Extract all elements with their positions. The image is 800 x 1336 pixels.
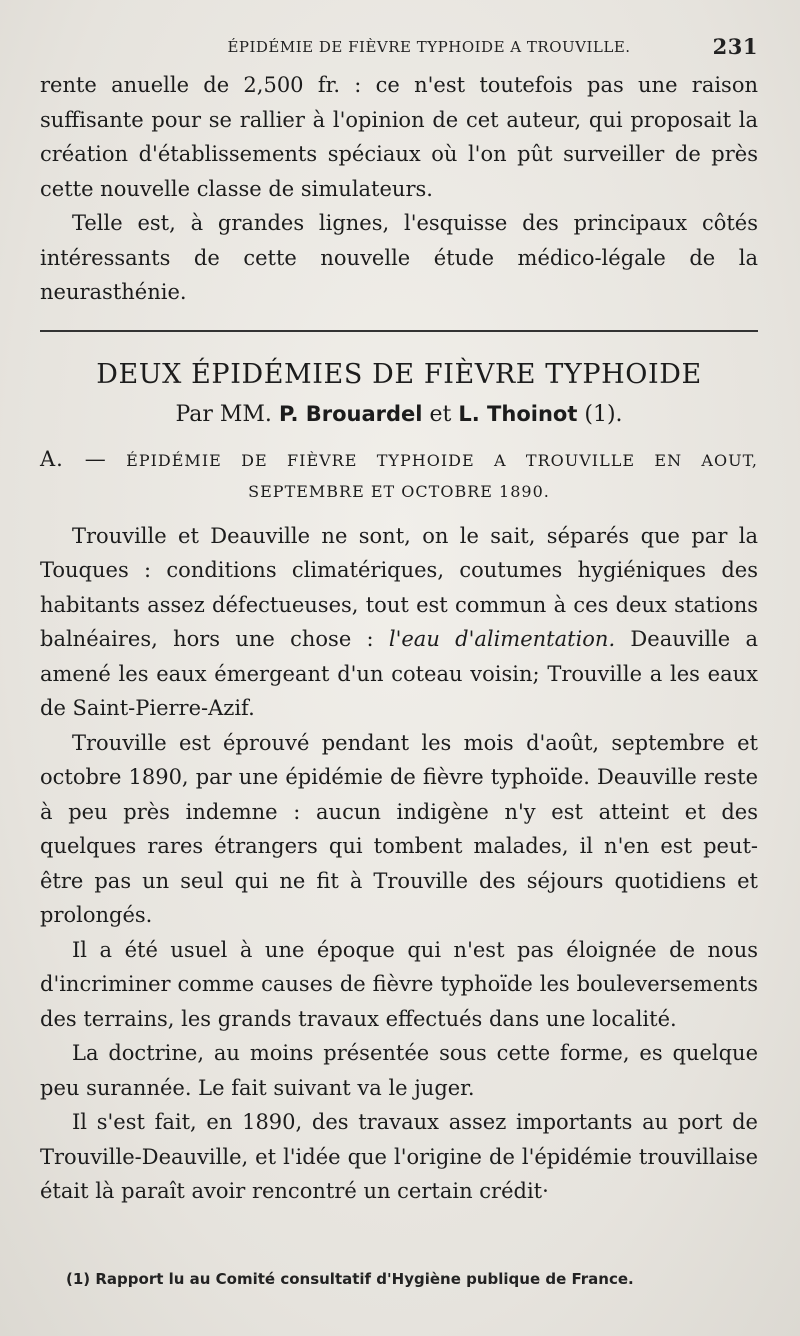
- page-number: 231: [712, 34, 758, 59]
- paragraph-1-italic: l'eau d'alimentation.: [388, 627, 616, 651]
- running-head: [40, 34, 758, 68]
- section-letter: A. —: [40, 446, 107, 471]
- section-title-line2: SEPTEMBRE ET OCTOBRE 1890.: [248, 481, 550, 501]
- byline: [40, 396, 758, 433]
- author-thoinot: L. Thoinot: [458, 401, 578, 426]
- running-head-title: ÉPIDÉMIE DE FIÈVRE TYPHOIDE A TROUVILLE.: [227, 38, 631, 56]
- paragraph-1: [40, 519, 758, 726]
- paragraph-1-text-b: Deauville a amené les eaux émergeant d'un coteau voisin; Trouville a les eaux de Saint-Pierre-Azif.: [40, 627, 758, 720]
- section-divider: [40, 330, 758, 332]
- paragraph-5: Il s'est fait, en 1890, des travaux assez importants au port de Trouville-Deauville, et l'idée que l'origine de l'épidémie trouvillaise était là paraît avoir rencontré un certain crédit·: [40, 1110, 758, 1203]
- article-title: DEUX ÉPIDÉMIES DE FIÈVRE TYPHOIDE: [96, 358, 702, 390]
- section-heading: [40, 443, 758, 477]
- byline-prefix: Par MM.: [175, 401, 272, 427]
- paragraph-continuation: rente anuelle de 2,500 fr. : ce n'est toutefois pas une raison suffisante pour se rallier à l'opinion de cet auteur, qui proposait la création d'établissements spéciaux où l'on pût surveiller de près cette nouvelle classe de simulateurs.: [40, 73, 758, 201]
- byline-and: et: [429, 401, 452, 427]
- paragraph-2: Trouville est éprouvé pendant les mois d'août, septembre et octobre 1890, par une épidémie de fièvre typhoïde. Deauville reste à peu près indemne : aucun indigène n'y est atteint et des quelques rares étrangers qui tombent malades, il n'en est peut-être pas un seul qui ne fit à Trouville des séjours quotidiens et prolongés.: [40, 730, 758, 927]
- paragraph-1-text-a: Trouville et Deauville ne sont, on le sait, séparés que par la Touques : conditions climatériques, coutumes hygiéniques des habitants assez défectueuses, tout est commun à ces deux stations balnéaires, hors une chose :: [40, 523, 758, 651]
- paragraph-conclusion: Telle est, à grandes lignes, l'esquisse des principaux côtés intéressants de cette nouvelle étude médico-légale de la neurasthénie.: [40, 211, 758, 304]
- paragraph-4: La doctrine, au moins présentée sous cette forme, es quelque peu surannée. Le fait suivant va le juger.: [40, 1041, 758, 1100]
- author-brouardel: P. Brouardel: [278, 401, 423, 426]
- section-title-line1: ÉPIDÉMIE DE FIÈVRE TYPHOIDE A TROUVILLE EN AOUT,: [126, 450, 758, 470]
- footnote: (1) Rapport lu au Comité consultatif d'Hygiène publique de France.: [66, 1270, 634, 1288]
- paragraph-3: Il a été usuel à une époque qui n'est pas éloignée de nous d'incriminer comme causes de fièvre typhoïde les bouleversements des terrains, les grands travaux effectués dans une localité.: [40, 937, 758, 1031]
- footnote-reference: (1).: [584, 401, 623, 427]
